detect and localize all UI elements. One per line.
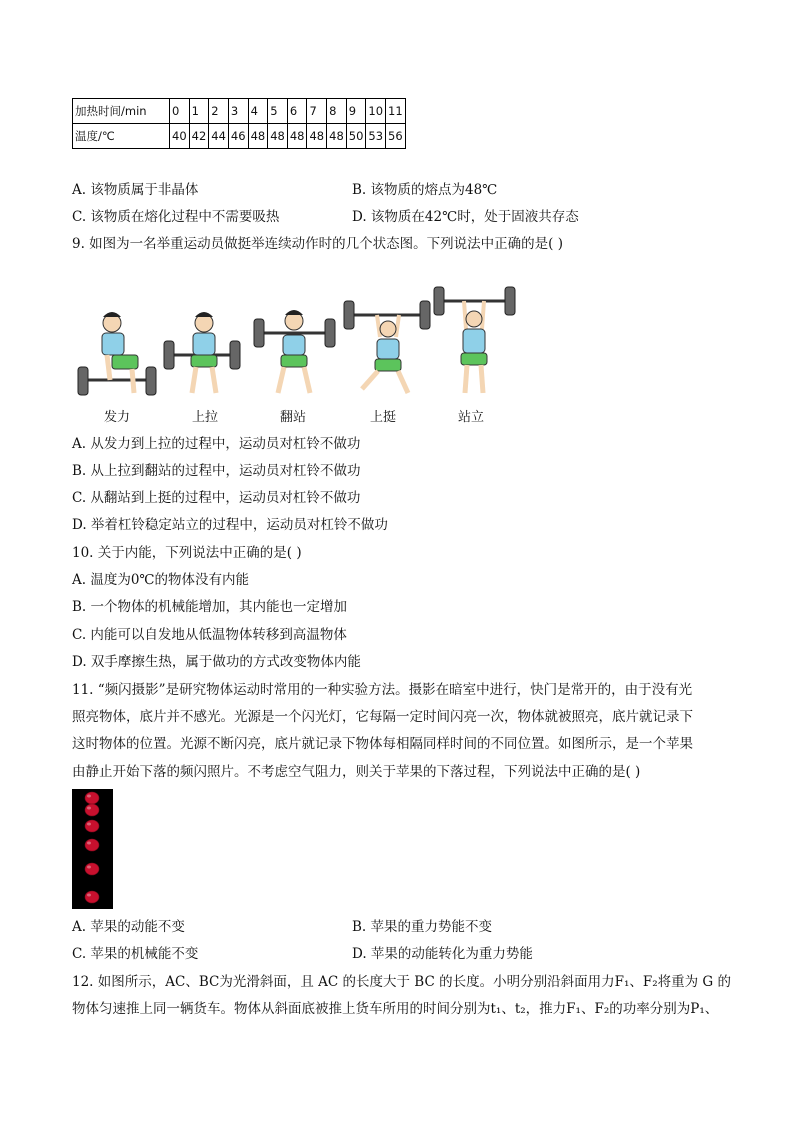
q10-option-c: C. 内能可以自发地从低温物体转移到高温物体 xyxy=(72,627,347,643)
table-cell: 40 xyxy=(170,124,190,149)
table-cell: 48 xyxy=(268,124,288,149)
q8-option-b: B. 该物质的熔点为48℃ xyxy=(352,182,498,198)
table-cell: 2 xyxy=(209,99,229,124)
q11-stem-line: 由静止开始下落的频闪照片。不考虑空气阻力，则关于苹果的下落过程，下列说法中正确的是( ) xyxy=(72,764,641,780)
table-cell: 0 xyxy=(170,99,190,124)
table-cell: 8 xyxy=(327,99,347,124)
table-cell: 9 xyxy=(346,99,366,124)
q8-option-c: C. 该物质在熔化过程中不需要吸热 xyxy=(72,209,280,225)
lifter-pose-2 xyxy=(164,312,240,393)
lifter-pose-3 xyxy=(254,310,335,393)
table-cell: 5 xyxy=(268,99,288,124)
table-cell: 4 xyxy=(248,99,268,124)
q10-stem: 10. 关于内能，下列说法中正确的是( ) xyxy=(72,545,302,561)
table-cell: 6 xyxy=(287,99,307,124)
lifter-pose-4 xyxy=(344,301,430,393)
q11-option-a: A. 苹果的动能不变 xyxy=(72,919,185,935)
table-cell: 7 xyxy=(307,99,327,124)
q12-stem-line: 12. 如图所示，AC、BC为光滑斜面，且 AC 的长度大于 BC 的长度。小明分别沿斜面用力F₁、F₂将重为 G 的 xyxy=(72,974,732,990)
table-cell: 48 xyxy=(287,124,307,149)
figure-label: 站立 xyxy=(458,410,485,425)
table-cell: 46 xyxy=(228,124,248,149)
apple-strobe-photo xyxy=(72,789,113,909)
heating-data-table xyxy=(72,98,406,149)
q11-option-b: B. 苹果的重力势能不变 xyxy=(352,919,493,935)
weightlifter-figure xyxy=(72,285,522,403)
table-cell: 48 xyxy=(327,124,347,149)
q10-option-a: A. 温度为0℃的物体没有内能 xyxy=(72,572,250,588)
q12-stem-line: 物体匀速推上同一辆货车。物体从斜面底被推上货车所用的时间分别为t₁、t₂，推力F₁、F₂的功率分别为P₁、 xyxy=(72,1001,719,1017)
table-cell: 53 xyxy=(366,124,386,149)
lifter-pose-1 xyxy=(78,312,156,395)
table-cell: 11 xyxy=(386,99,406,124)
table-cell: 48 xyxy=(307,124,327,149)
table-cell: 48 xyxy=(248,124,268,149)
q9-option-c: C. 从翻站到上挺的过程中，运动员对杠铃不做功 xyxy=(72,490,361,506)
table-cell: 3 xyxy=(228,99,248,124)
lifter-pose-5 xyxy=(434,287,515,393)
table-header-temperature: 温度/℃ xyxy=(73,124,170,149)
q11-option-d: D. 苹果的动能转化为重力势能 xyxy=(352,946,533,962)
q11-stem-line: 这时物体的位置。光源不断闪亮，底片就记录下物体每相隔同样时间的不同位置。如图所示，是一个苹果 xyxy=(72,736,693,752)
q9-option-a: A. 从发力到上拉的过程中，运动员对杠铃不做功 xyxy=(72,436,361,452)
table-cell: 42 xyxy=(189,124,209,149)
table-cell: 10 xyxy=(366,99,386,124)
figure-label: 上挺 xyxy=(370,410,397,425)
q11-stem-line: 照亮物体，底片并不感光。光源是一个闪光灯，它每隔一定时间闪亮一次，物体就被照亮，底片就记录下 xyxy=(72,709,693,725)
figure-label: 翻站 xyxy=(280,410,307,425)
table-cell: 56 xyxy=(386,124,406,149)
q11-stem-line: 11. “频闪摄影”是研究物体运动时常用的一种实验方法。摄影在暗室中进行，快门是常开的，由于没有光 xyxy=(72,682,693,698)
q9-option-d: D. 举着杠铃稳定站立的过程中，运动员对杠铃不做功 xyxy=(72,517,388,533)
figure-label: 上拉 xyxy=(192,410,219,425)
table-row xyxy=(73,99,406,124)
table-cell: 44 xyxy=(209,124,229,149)
figure-label: 发力 xyxy=(104,410,131,425)
q9-option-b: B. 从上拉到翻站的过程中，运动员对杠铃不做功 xyxy=(72,463,361,479)
q11-option-c: C. 苹果的机械能不变 xyxy=(72,946,199,962)
table-cell: 50 xyxy=(346,124,366,149)
table-row xyxy=(73,124,406,149)
q9-stem: 9. 如图为一名举重运动员做挺举连续动作时的几个状态图。下列说法中正确的是( ) xyxy=(72,236,563,252)
q10-option-b: B. 一个物体的机械能增加，其内能也一定增加 xyxy=(72,599,348,615)
q8-option-a: A. 该物质属于非晶体 xyxy=(72,182,199,198)
table-cell: 1 xyxy=(189,99,209,124)
q8-option-d: D. 该物质在42℃时，处于固液共存态 xyxy=(352,209,579,225)
table-header-time: 加热时间/min xyxy=(73,99,170,124)
q10-option-d: D. 双手摩擦生热，属于做功的方式改变物体内能 xyxy=(72,654,361,670)
